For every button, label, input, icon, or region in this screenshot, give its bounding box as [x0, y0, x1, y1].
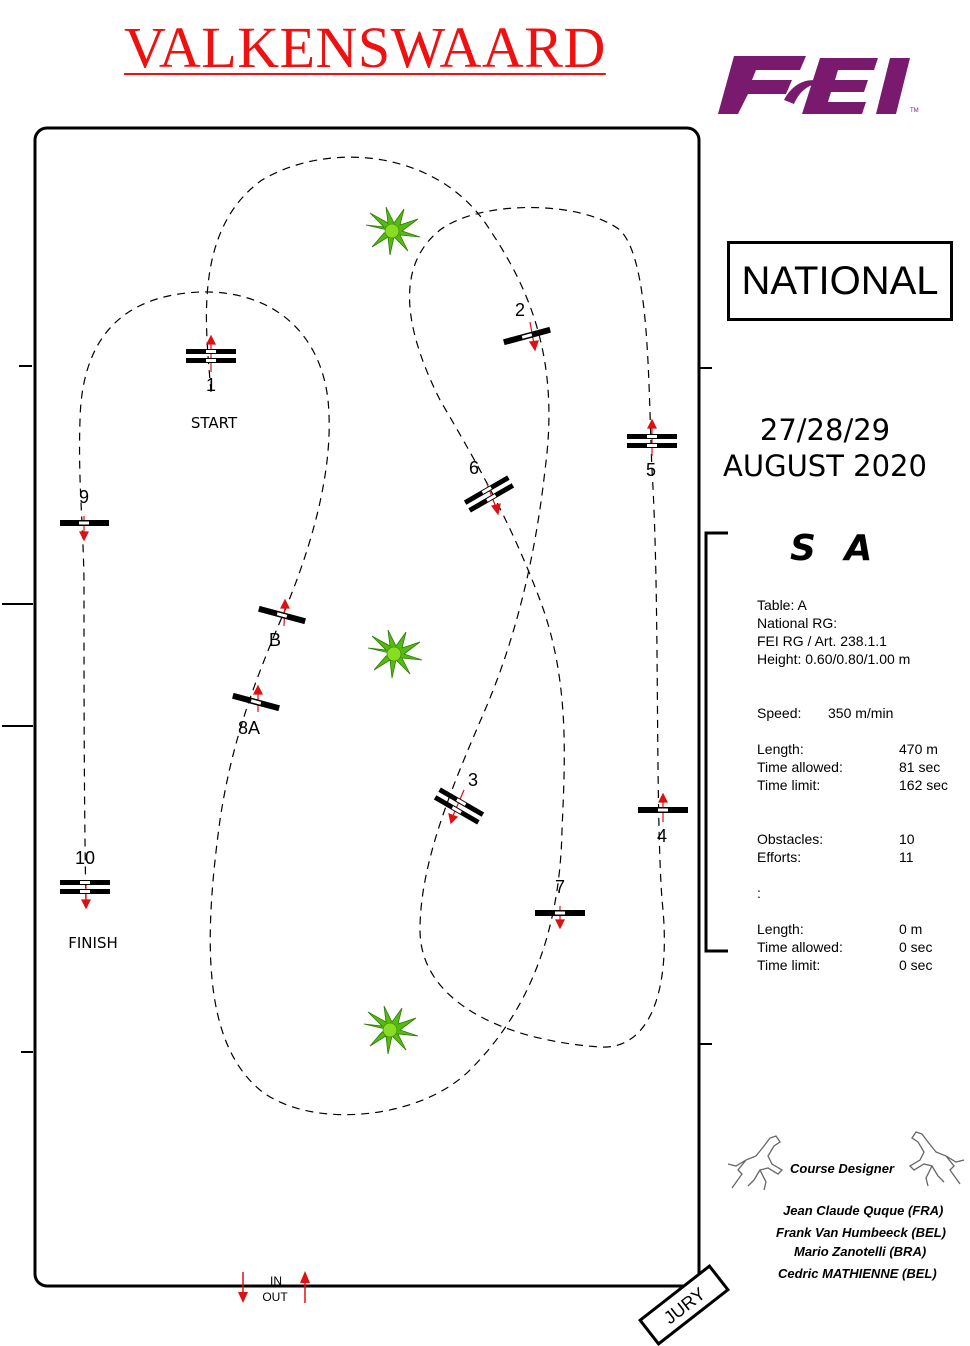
- jumpoff-time-limit-label: Time limit:: [757, 957, 821, 973]
- designer-name-2: Frank Van Humbeeck (BEL): [776, 1225, 947, 1240]
- spec-height: Height: 0.60/0.80/1.00 m: [757, 651, 911, 667]
- course-route: [80, 157, 668, 1115]
- obstacle-10: [60, 880, 110, 894]
- spec-table: Table: A: [757, 597, 807, 613]
- obstacle-label-4: 4: [656, 826, 668, 846]
- finish-label: FINISH: [68, 934, 118, 952]
- jumpoff-length-label: Length:: [757, 921, 804, 937]
- obstacle-7: [535, 910, 585, 916]
- spec-obstacles-label: Obstacles:: [757, 831, 824, 847]
- obstacle-4: [638, 807, 688, 813]
- obstacle-3: [434, 787, 484, 824]
- obstacle-label-5: 5: [645, 460, 657, 480]
- direction-arrows: [80, 322, 667, 928]
- designer-name-1: Jean Claude Quque (FRA): [783, 1203, 944, 1218]
- arena-boundary: [35, 128, 699, 1286]
- obstacle-label-2: 2: [514, 300, 526, 320]
- obstacle-label-3: 3: [467, 770, 479, 790]
- obstacle-label-6: 6: [468, 458, 480, 478]
- spec-fei-rg: FEI RG / Art. 238.1.1: [757, 633, 887, 649]
- spec-speed-value: 350 m/min: [828, 705, 894, 721]
- obstacle-6: [464, 475, 514, 512]
- jumpoff-time-allowed-value: 0 sec: [899, 939, 933, 955]
- spec-national-rg: National RG:: [757, 615, 838, 631]
- obstacle-label-7: 7: [554, 877, 566, 897]
- obstacle-label-10: 10: [74, 848, 96, 868]
- spec-time-allowed-label: Time allowed:: [757, 759, 843, 775]
- spec-speed-label: Speed:: [757, 705, 802, 721]
- designer-name-3: Mario Zanotelli (BRA): [794, 1244, 927, 1259]
- obstacle-2: [503, 327, 551, 345]
- obstacle-b: [258, 606, 306, 624]
- class-name: S A: [790, 528, 881, 569]
- event-dates-days: 27/28/29: [759, 413, 891, 447]
- spec-time-limit-label: Time limit:: [757, 777, 821, 793]
- jury-side-bracket: [706, 533, 728, 951]
- obstacle-8a: [232, 693, 280, 711]
- obstacle-9: [60, 520, 109, 526]
- jumpoff-time-limit-value: 0 sec: [899, 957, 933, 973]
- svg-text:TM: TM: [910, 108, 919, 114]
- event-dates-month: AUGUST 2020: [723, 449, 927, 483]
- spec-length-label: Length:: [757, 741, 804, 757]
- gate-in-label: IN: [270, 1274, 282, 1288]
- jury-box: [640, 1266, 728, 1344]
- start-label: START: [190, 414, 238, 432]
- spec-time-allowed-value: 81 sec: [899, 759, 941, 775]
- obstacle-label-b: B: [268, 630, 282, 650]
- spec-efforts-label: Efforts:: [757, 849, 802, 865]
- jury-label: JURY: [660, 1283, 710, 1329]
- plant-decoration-middle: [368, 630, 422, 678]
- gate-out-label: OUT: [262, 1290, 288, 1304]
- obstacle-label-8a: 8A: [237, 718, 261, 738]
- spec-obstacles-value: 10: [899, 831, 915, 847]
- jumpoff-length-value: 0 m: [899, 921, 923, 937]
- jumpoff-time-allowed-label: Time allowed:: [757, 939, 843, 955]
- plant-decoration-bottom: [364, 1006, 418, 1054]
- spec-efforts-value: 11: [899, 849, 914, 865]
- spec-time-limit-value: 162 sec: [899, 777, 949, 793]
- designer-name-4: Cedric MATHIENNE (BEL): [778, 1266, 937, 1281]
- venue-title: VALKENSWAARD: [124, 15, 606, 80]
- plant-decoration-top: [366, 207, 420, 255]
- obstacle-label-9: 9: [78, 487, 90, 507]
- course-designer-title: Course Designer: [790, 1161, 895, 1176]
- obstacle-label-1: 1: [205, 375, 217, 395]
- spec-length-value: 470 m: [899, 741, 938, 757]
- category-box: NATIONAL: [727, 241, 953, 321]
- spec-separator: :: [757, 885, 761, 901]
